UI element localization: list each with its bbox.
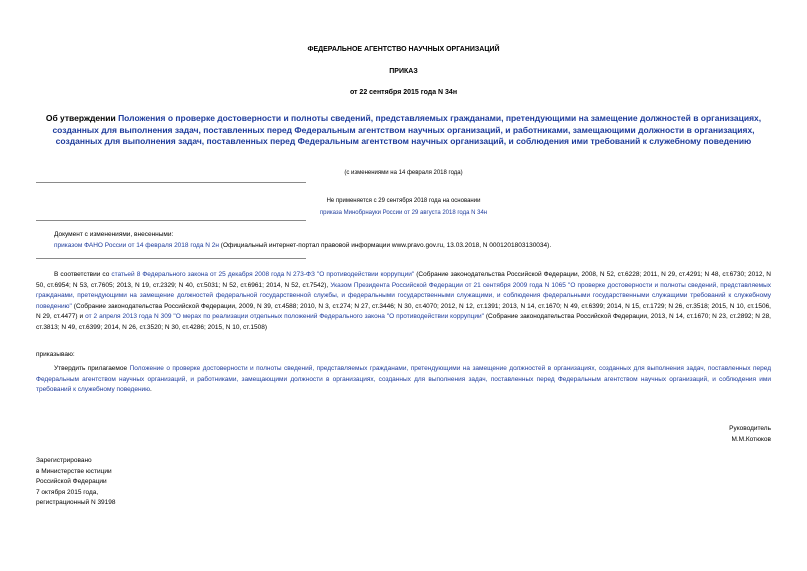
amendments-order-link[interactable]: приказом ФАНО России от 14 февраля 2018 года N 2н <box>54 242 219 249</box>
approved-regulation-link[interactable]: Положение о проверке достоверности и полноты сведений, представляемых гражданами, претендующими на замещение должностей в организациях, созданных для выполнения задач, поставленных перед Федеральным агентством научных организаций, и работниками, замещающими должности в организациях, созданных для выполнения задач, поставленных перед Федеральным агентством научных организаций, и соблюдения ими требований к служебному поведению <box>36 365 772 393</box>
presidential-decree-1065-link[interactable]: Указом Президента Российской Федерации от 21 сентября 2009 года N 1065 "О проверке достоверности и полноты сведений, представляемых гражданами, претендующими на замещение должностей федеральной государственной службы, и федеральными государственными служащими, и соблюдения федеральными государственными служащими требований к служебному поведению" <box>36 281 771 310</box>
divider <box>36 220 306 221</box>
amendments-label: Документ с изменениями, внесенными: <box>54 231 174 238</box>
changes-note: (с изменениями на 14 февраля 2018 года) <box>344 170 463 176</box>
title-prefix: Об утверждении <box>45 113 119 123</box>
signature-block <box>729 424 771 445</box>
amendments-source: (Официальный интернет-портал правовой информации www.pravo.gov.ru, 13.03.2018, N 0001201803130034). <box>218 242 552 249</box>
registration-line: Зарегистрировано <box>36 457 92 464</box>
not-applied-text: Не применяется с 29 сентября 2018 года на основании <box>326 198 481 204</box>
registration-line: 7 октября 2015 года, <box>36 488 99 496</box>
federal-law-273-link[interactable]: статьей 8 Федерального закона от 25 декабря 2008 года N 273-ФЗ "О противодействии коррупции" <box>111 271 415 278</box>
registration-line: в Министерстве юстиции <box>36 467 112 475</box>
not-applied-notice <box>0 195 807 219</box>
preamble-text-4: (Собрание законодательства Российской Федерации, 2013, N 14, ст.1670; N 23, ст.2892; N 28, ст.3813; N 49, ст.6399; 2014, N 26, ст.3520; N 30, ст.4286; 2015, N 10, ст.1508) <box>36 313 771 331</box>
agency-name: ФЕДЕРАЛЬНОЕ АГЕНТСТВО НАУЧНЫХ ОРГАНИЗАЦИЙ <box>307 46 500 53</box>
amendments-line <box>54 240 764 251</box>
divider <box>36 258 306 259</box>
registration-block <box>36 456 116 509</box>
preamble-text-2: (Собрание законодательства Российской Федерации, 2008, N 52, ст.6228; 2011, N 29, ст.4291; N 48, ст.6730; 2012, N 50, ст.6954; N 53, ст.7605; 2013, N 19, ст.2329; N 40, ст.5031; N 52, ст.6961; 2014, N 52, ст.7542), <box>36 271 771 289</box>
doc-type: ПРИКАЗ <box>389 68 418 75</box>
divider <box>36 182 306 183</box>
preamble-text-3: (Собрание законодательства Российской Федерации, 2009, N 39, ст.4588; 2010, N 3, ст.274; N 27, ст.3446; N 30, ст.4070; 2012, N 12, ст.1391; 2013, N 14, ст.1670; N 49, ст.6399; 2014, N 15, ст.1729; N 26, ст.3518; 2015, N 10, ст.1506, N 29, ст.4477) и <box>36 302 771 320</box>
approve-text-2: . <box>150 386 152 393</box>
decree-309-link[interactable]: от 2 апреля 2013 года N 309 "О мерах по реализации отдельных положений Федерального закона "О противодействии коррупции" <box>85 313 484 320</box>
registration-line: регистрационный N 39198 <box>36 499 116 506</box>
preamble-paragraph <box>36 270 771 333</box>
signature-name: М.М.Котюков <box>731 435 771 443</box>
doc-date-number: от 22 сентября 2015 года N 34н <box>349 89 458 96</box>
signature-role: Руководитель <box>729 425 771 432</box>
registration-line: Российской Федерации <box>36 478 107 485</box>
approve-paragraph <box>36 364 771 396</box>
preamble-text-1: В соответствии со <box>54 271 112 278</box>
approve-text-1: Утвердить прилагаемое <box>54 365 130 372</box>
amendments-block <box>54 229 764 251</box>
order-word: приказываю: <box>36 351 75 358</box>
not-applied-order-link[interactable]: приказа Минобрнауки России от 29 августа 2018 года N 34н <box>319 210 488 216</box>
document-title <box>36 113 771 148</box>
title-regulation-link[interactable]: Положения о проверке достоверности и полноты сведений, представляемых гражданами, претендующими на замещение должностей в организациях, созданных для выполнения задач, поставленных перед Федеральным агентством научных организаций, и работниками, замещающими должности в организациях, созданных для выполнения задач, поставленных перед Федеральным агентством научных организаций, и соблюдения ими требований к служебному поведению <box>52 113 762 146</box>
